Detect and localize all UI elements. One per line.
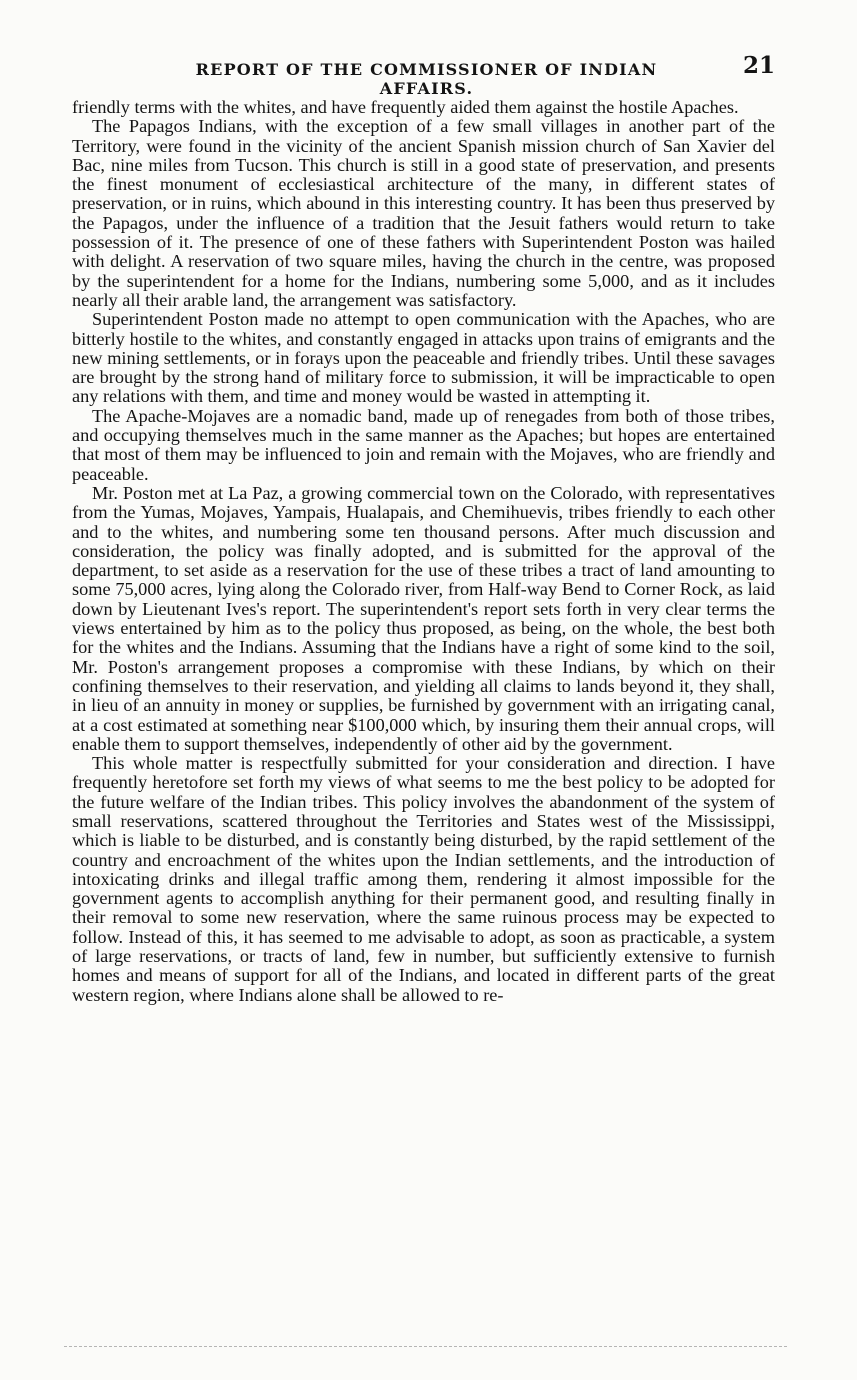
- bottom-rule: [64, 1346, 787, 1347]
- running-title: REPORT OF THE COMMISSIONER OF INDIAN AFFAIRS.: [195, 60, 658, 98]
- page-number: 21: [742, 52, 775, 79]
- paragraph-papagos: The Papagos Indians, with the exception of a few small villages in another part of the Territory, were found in the vicinity of the ancient Spanish mission church of San Xavier del Bac, nine miles from Tucson. This church is still in a good state of preservation, and presents the finest monument of ecclesiastical architecture of the many, in different states of preservation, or in ruins, which abound in this interesting country. It has been thus preserved by the Papagos, under the influence of a tradition that the Jesuit fathers would return to take possession of it. The presence of one of these fathers with Superintendent Poston was hailed with delight. A reservation of two square miles, having the church in the centre, was proposed by the superintendent for a home for the Indians, numbering some 5,000, and as it includes nearly all their arable land, the arrangement was satisfactory.: [72, 116, 775, 310]
- paragraph-la-paz: Mr. Poston met at La Paz, a growing commercial town on the Colorado, with representatives from the Yumas, Mojaves, Yampais, Hualapais, and Chemihuevis, tribes friendly to each other and to the whites, and numbering some ten thousand persons. After much discussion and consideration, the policy was finally adopted, and is submitted for the approval of the department, to set aside as a reservation for the use of these tribes a tract of land amounting to some 75,000 acres, lying along the Colorado river, from Half-way Bend to Corner Rock, as laid down by Lieutenant Ives's report. The superintendent's report sets forth in very clear terms the views entertained by him as to the policy thus proposed, as being, on the whole, the best both for the whites and the Indians. Assuming that the Indians have a right of some kind to the soil, Mr. Poston's arrangement proposes a compromise with these Indians, by which on their confining themselves to their reservation, and yielding all claims to lands beyond it, they shall, in lieu of an annuity in money or supplies, be furnished by government with an irrigating canal, at a cost estimated at something near $100,000 which, by insuring them their annual crops, will enable them to support themselves, independently of other aid by the government.: [72, 482, 775, 754]
- page-header: [72, 52, 775, 98]
- paragraph-policy: This whole matter is respectfully submitted for your consideration and direction. I have frequently heretofore set forth my views of what seems to me the best policy to be adopted for the future welfare of the Indian tribes. This policy involves the abandonment of the system of small reservations, scattered throughout the Territories and States west of the Mississippi, which is liable to be disturbed, and is constantly being disturbed, by the rapid settlement of the country and encroachment of the whites upon the Indian settlements, and the introduction of intoxicating drinks and illegal traffic among them, rendering it almost impossible for the government agents to accomplish anything for their permanent good, and resulting finally in their removal to some new reservation, where the same ruinous process may be expected to follow. Instead of this, it has seemed to me advisable to adopt, as soon as practicable, a system of large reservations, or tracts of land, few in number, but sufficiently extensive to furnish homes and means of support for all of the Indians, and located in different parts of the great western region, where Indians alone shall be allowed to re-: [72, 753, 775, 1005]
- paragraph-apache-mojaves: The Apache-Mojaves are a nomadic band, made up of renegades from both of those tribes, and occupying themselves much in the same manner as the Apaches; but hopes are entertained that most of them may be influenced to join and remain with the Mojaves, who are friendly and peaceable.: [72, 405, 775, 484]
- paragraph-apaches: Superintendent Poston made no attempt to open communication with the Apaches, who are bitterly hostile to the whites, and constantly engaged in attacks upon trains of emigrants and the new mining settlements, or in forays upon the peaceable and friendly tribes. Until these savages are brought by the strong hand of military force to submission, it will be impracticable to open any relations with them, and time and money would be wasted in attempting it.: [72, 309, 775, 407]
- paragraph-continuation: friendly terms with the whites, and have frequently aided them against the hostile Apaches.: [72, 97, 739, 117]
- body-text: [72, 98, 775, 1005]
